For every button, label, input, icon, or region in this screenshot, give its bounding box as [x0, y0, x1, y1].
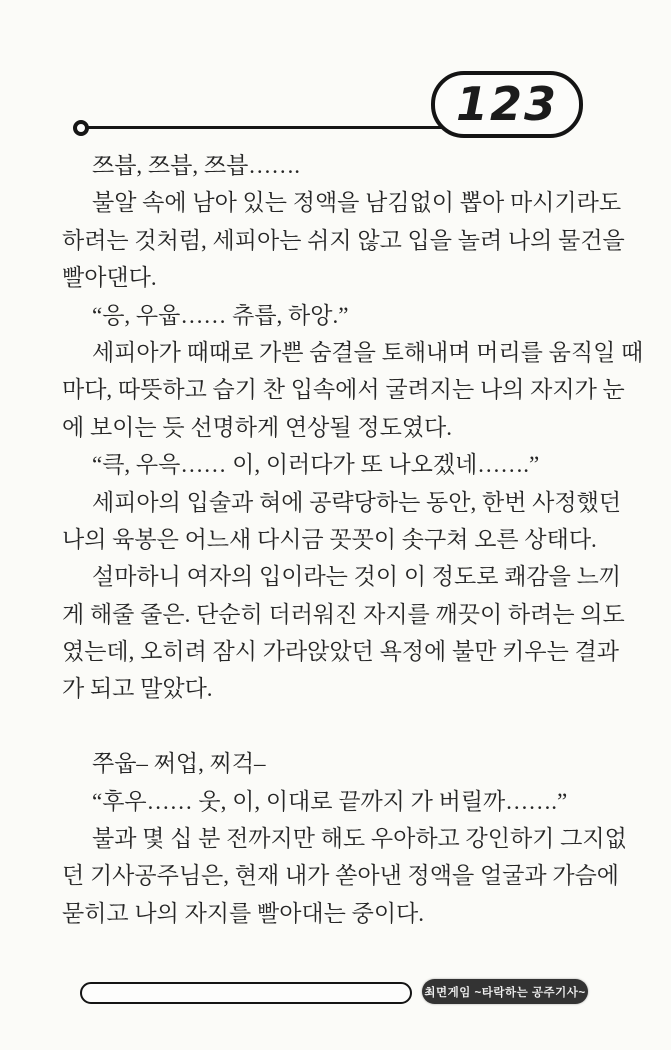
- text-line: 세피아가 때때로 가쁜 숨결을 토해내며 머리를 움직일 때: [92, 339, 644, 365]
- text-line: 빨아댄다.: [62, 265, 157, 291]
- footer-series-label: 최면게임 ~타락하는 공주기사~: [424, 986, 586, 999]
- footer-series-badge: [422, 979, 588, 1004]
- text-line: 쯔븝, 쯔븝, 쯔븝…….: [92, 153, 301, 178]
- text-line: 묻히고 나의 자지를 빨아대는 중이다.: [62, 900, 425, 926]
- text-line: 불과 몇 십 분 전까지만 해도 우아하고 강인하기 그지없: [92, 826, 627, 852]
- text-line: “응, 우웁…… 츄릅, 하앙.”: [92, 302, 349, 328]
- text-line: 나의 육봉은 어느새 다시금 꼿꼿이 솟구쳐 오른 상태다.: [62, 526, 597, 552]
- text-line: 설마하니 여자의 입이라는 것이 이 정도로 쾌감을 느끼: [92, 564, 622, 590]
- text-line: 였는데, 오히려 잠시 가라앉았던 욕정에 불만 키우는 결과: [62, 639, 620, 665]
- page-number-badge: [431, 71, 583, 138]
- text-line: 마다, 따뜻하고 습기 찬 입속에서 굴려지는 나의 자지가 눈: [62, 377, 625, 403]
- text-line: 에 보이는 듯 선명하게 연상될 정도였다.: [62, 414, 452, 440]
- body-text: [62, 147, 644, 932]
- text-line: 하려는 것처럼, 세피아는 쉬지 않고 입을 놀려 나의 물건을: [62, 227, 625, 253]
- blank-line: [62, 708, 610, 745]
- text-line: 게 해줄 줄은. 단순히 더러워진 자지를 깨끗이 하려는 의도: [62, 601, 625, 627]
- text-line: 가 되고 말았다.: [62, 676, 213, 702]
- text-line: 던 기사공주님은, 현재 내가 쏟아낸 정액을 얼굴과 가슴에: [62, 863, 620, 889]
- text-line: 세피아의 입술과 혀에 공략당하는 동안, 한번 사정했던: [92, 489, 622, 515]
- text-line: “후우…… 웃, 이, 이대로 끝까지 가 버릴까…….”: [92, 788, 568, 814]
- page-number: 123: [455, 76, 559, 131]
- text-line: 불알 속에 남아 있는 정액을 남김없이 뽑아 마시기라도: [92, 190, 622, 216]
- text-line: “큭, 우윽…… 이, 이러다가 또 나오겠네…….”: [92, 452, 540, 478]
- header-rule: [86, 126, 458, 129]
- footer-chapter-box: [80, 982, 412, 1004]
- text-line: 쭈웁– 쩌업, 찌걱–: [92, 751, 266, 777]
